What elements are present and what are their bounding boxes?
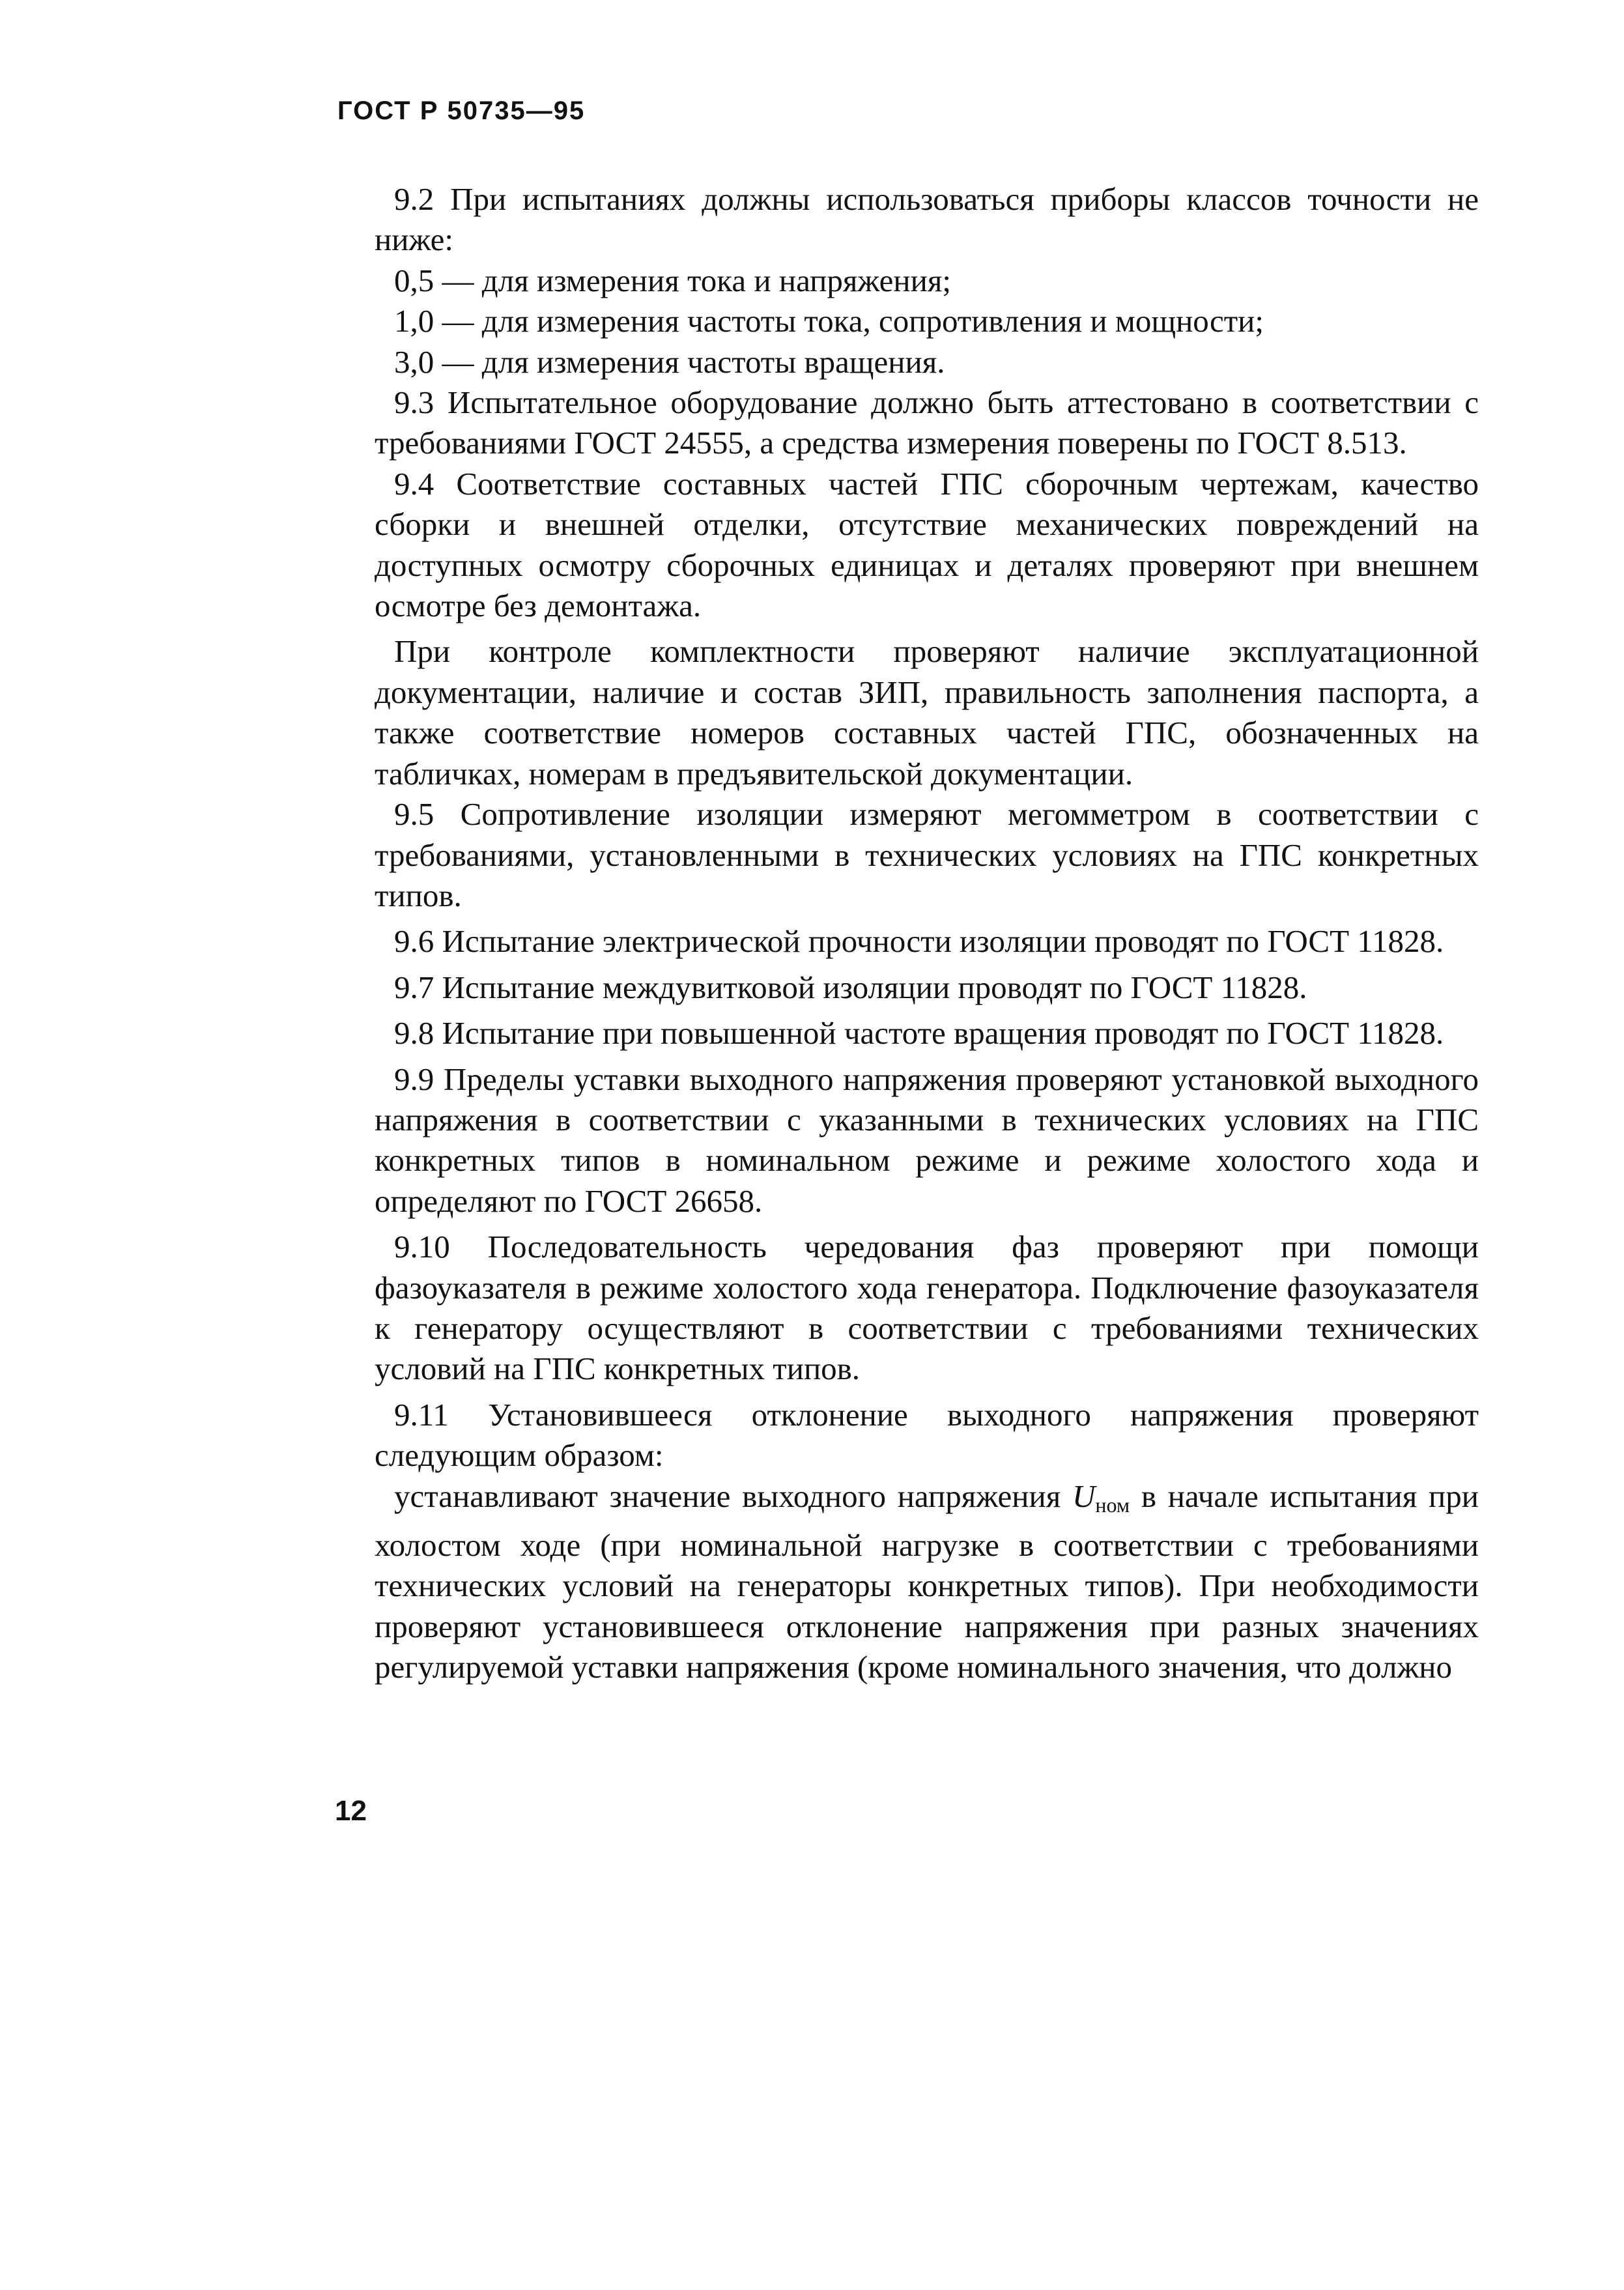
list-item-accuracy-1-0: 1,0 — для измерения частоты тока, сопротивления и мощности; — [394, 303, 1264, 339]
paragraph-9-8: 9.8 Испытание при повышенной частоте вращения проводят по ГОСТ 11828. — [394, 1015, 1444, 1052]
paragraph-9-3: 9.3 Испытательное оборудование должно быть аттестовано в соответствии с требованиями ГОСТ 24555, а средства измерения поверены по ГОСТ 8.513. — [375, 384, 1479, 461]
voltage-text-after: в начале испытания при холостом ходе (при номинальной нагрузке в соответствии с требованиями технических условий на генераторы конкретных типов). При необходимости проверяют установившееся отклонение напряжения при разных значениях регулируемой уставки напряжения (кроме номинального значения, что должно — [375, 1478, 1479, 1685]
paragraph-9-6: 9.6 Испытание электрической прочности изоляции проводят по ГОСТ 11828. — [394, 923, 1444, 960]
page-number: 12 — [335, 1795, 367, 1827]
standard-code-header: ГОСТ Р 50735—95 — [337, 96, 586, 125]
paragraph-9-4: 9.4 Соответствие составных частей ГПС сборочным чертежам, качество сборки и внешней отделки, отсутствие механических повреждений на доступных осмотру сборочных единицах и деталях проверяют при внешнем осмотре без демонтажа. — [375, 465, 1479, 624]
voltage-subscript: ном — [1095, 1493, 1130, 1517]
document-body — [375, 179, 1479, 1688]
voltage-text-before: устанавливают значение выходного напряжения — [394, 1478, 1072, 1514]
paragraph-9-5: 9.5 Сопротивление изоляции измеряют мегомметром в соответствии с требованиями, установленными в технических условиях на ГПС конкретных типов. — [375, 796, 1479, 913]
paragraph-9-2: 9.2 При испытаниях должны использоваться приборы классов точности не ниже: — [375, 181, 1479, 258]
list-item-accuracy-3-0: 3,0 — для измерения частоты вращения. — [394, 343, 945, 380]
paragraph-completeness: При контроле комплектности проверяют наличие эксплуатационной документации, наличие и состав ЗИП, правильность заполнения паспорта, а также соответствие номеров составных частей ГПС, обозначенных на табличках, номерам в предъявительской документации. — [375, 633, 1479, 792]
paragraph-9-10: 9.10 Последовательность чередования фаз проверяют при помощи фазоуказателя в режиме холостого хода генератора. Подключение фазоуказателя к генератору осуществляют в соответствии с требованиями технических условий на ГПС конкретных типов. — [375, 1229, 1479, 1387]
voltage-symbol: U — [1072, 1478, 1096, 1514]
paragraph-9-9: 9.9 Пределы уставки выходного напряжения проверяют установкой выходного напряжения в соответствии с указанными в технических условиях на ГПС конкретных типов в номинальном режиме и режиме холостого хода и определяют по ГОСТ 26658. — [375, 1061, 1479, 1219]
list-item-accuracy-0-5: 0,5 — для измерения тока и напряжения; — [394, 262, 951, 298]
paragraph-9-7: 9.7 Испытание междувитковой изоляции проводят по ГОСТ 11828. — [394, 969, 1307, 1005]
paragraph-9-11: 9.11 Установившееся отклонение выходного напряжения проверяют следующим образом: — [375, 1396, 1479, 1474]
paragraph-voltage-setting — [375, 1476, 1479, 1688]
